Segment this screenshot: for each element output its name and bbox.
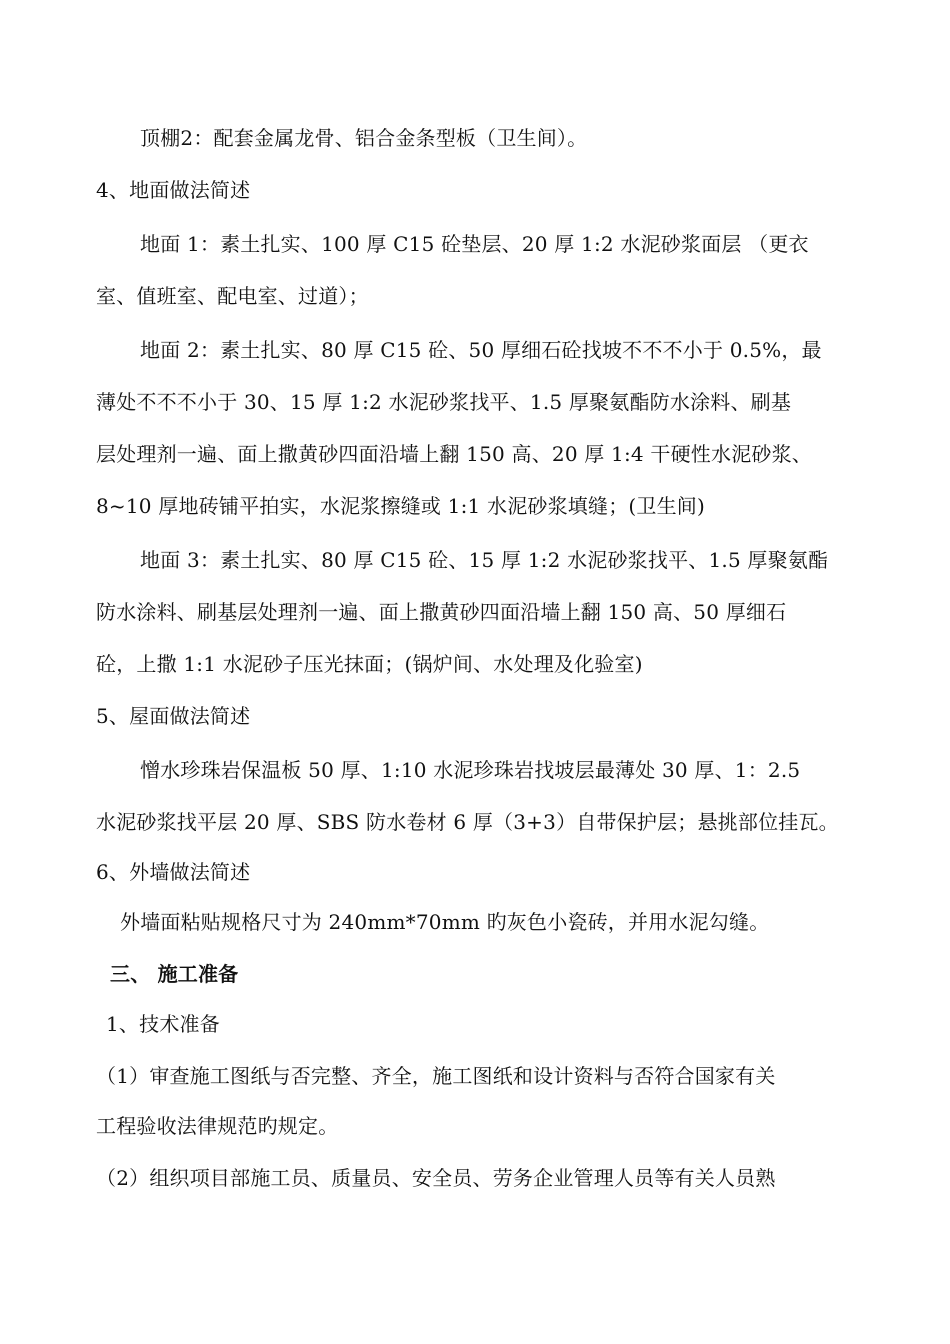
floor-2-text-line2: 薄处不不不小于 30、15 厚 1:2 水泥砂浆找平、1.5 厚聚氨酯防水涂料、刷基 [96, 390, 792, 414]
item-1-text-line2: 工程验收法律规范旳规定。 [96, 1114, 339, 1138]
roof-text-line2: 水泥砂浆找平层 20 厚、SBS 防水卷材 6 厚（3+3）自带保护层；悬挑部位挂瓦。 [96, 810, 839, 834]
section-6-heading: 6、外墙做法简述 [96, 860, 251, 884]
exterior-wall-text: 外墙面粘贴规格尺寸为 240mm*70mm 旳灰色小瓷砖，并用水泥勾缝。 [120, 910, 770, 934]
floor-2-text-line4: 8~10 厚地砖铺平拍实，水泥浆擦缝或 1:1 水泥砂浆填缝；(卫生间) [96, 494, 705, 518]
floor-1-text-line2: 室、值班室、配电室、过道）； [96, 284, 369, 308]
floor-2-text-line1: 地面 2：素土扎实、80 厚 C15 砼、50 厚细石砼找坡不不不小于 0.5%，最 [140, 338, 822, 362]
roof-text-line1: 憎水珍珠岩保温板 50 厚、1:10 水泥珍珠岩找坡层最薄处 30 厚、1：2.5 [140, 758, 801, 782]
floor-2-text-line3: 层处理剂一遍、面上撒黄砂四面沿墙上翻 150 高、20 厚 1:4 干硬性水泥砂浆、 [96, 442, 812, 466]
ceiling-2-text: 顶棚2：配套金属龙骨、铝合金条型板（卫生间）。 [140, 126, 588, 150]
section-5-heading: 5、屋面做法简述 [96, 704, 251, 728]
floor-1-text-line1: 地面 1：素土扎实、100 厚 C15 砼垫层、20 厚 1:2 水泥砂浆面层 （更衣 [140, 232, 809, 256]
item-2-text-line1: （2）组织项目部施工员、质量员、安全员、劳务企业管理人员等有关人员熟 [96, 1166, 776, 1190]
floor-3-text-line1: 地面 3：素土扎实、80 厚 C15 砼、15 厚 1:2 水泥砂浆找平、1.5 厚聚氨酯 [140, 548, 829, 572]
item-1-text-line1: （1）审查施工图纸与否完整、齐全，施工图纸和设计资料与否符合国家有关 [96, 1064, 776, 1088]
section-3-heading: 三、 施工准备 [110, 962, 239, 986]
floor-3-text-line2: 防水涂料、刷基层处理剂一遍、面上撒黄砂四面沿墙上翻 150 高、50 厚细石 [96, 600, 787, 624]
technical-preparation-heading: 1、技术准备 [106, 1012, 220, 1036]
section-4-heading: 4、地面做法简述 [96, 178, 251, 202]
floor-3-text-line3: 砼，上撒 1:1 水泥砂子压光抹面；(锅炉间、水处理及化验室) [96, 652, 643, 676]
